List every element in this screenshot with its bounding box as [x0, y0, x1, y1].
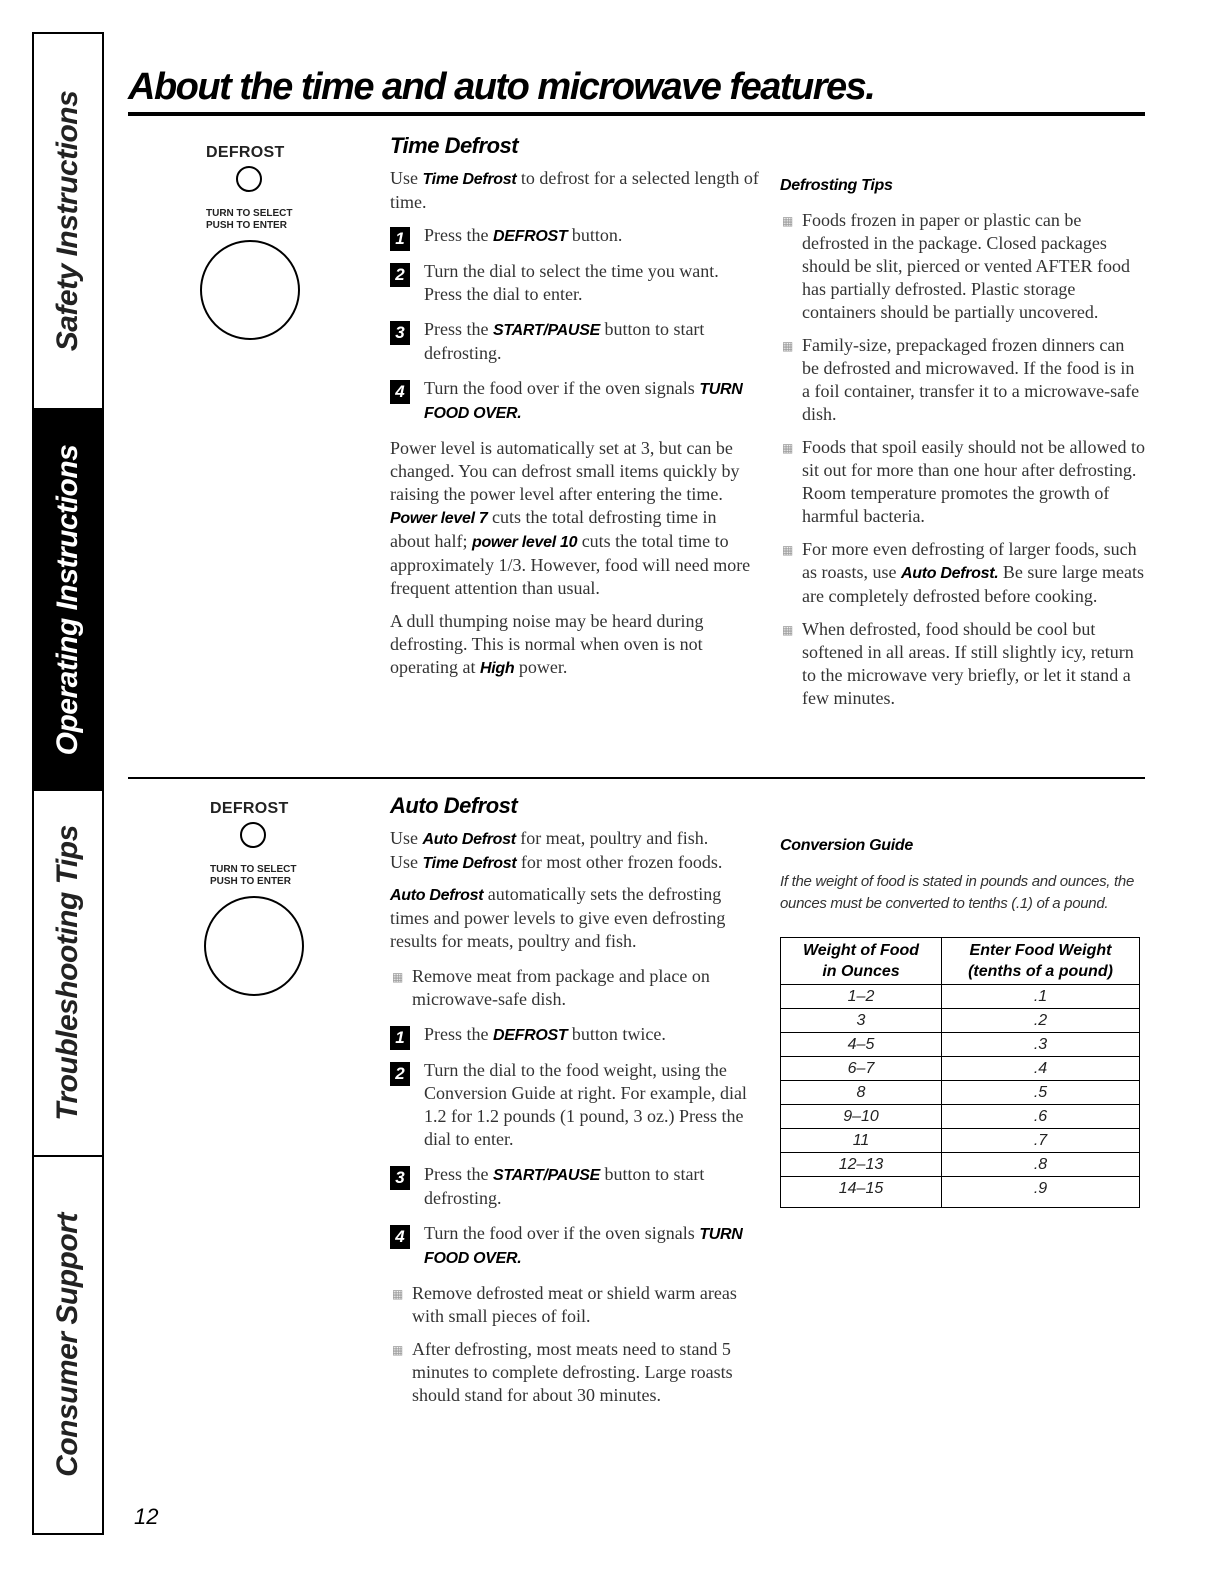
header-line: Enter Food Weight: [969, 942, 1112, 959]
keyword: Time Defrost: [422, 171, 517, 188]
table-cell-tenths: .2: [942, 1009, 1140, 1033]
dial-caption: [210, 864, 350, 888]
bullet-icon: ▦: [392, 970, 404, 984]
sidebar-tab-consumer-support[interactable]: [34, 1157, 102, 1533]
header-line: in Ounces: [822, 963, 900, 980]
text: Press the: [424, 319, 493, 339]
sidebar-tab-operating[interactable]: [34, 410, 102, 791]
table-cell-ounces: 8: [781, 1081, 942, 1105]
auto-defrost-section: [390, 794, 760, 1417]
table-cell-tenths: .7: [942, 1129, 1140, 1153]
step-number-icon: 1: [390, 1026, 410, 1050]
table-cell-tenths: .4: [942, 1057, 1140, 1081]
conversion-guide-note: If the weight of food is stated in pounds and ounces, the ounces must be converted to tenths (.1) of a pound.: [780, 873, 1134, 912]
keyword: High: [479, 660, 515, 677]
title-rule: [128, 112, 1145, 116]
keyword: DEFROST: [493, 1027, 568, 1044]
step-number-icon: 4: [390, 380, 410, 404]
step-4: [390, 377, 760, 425]
text: Turn the dial to select the time you want. Press the dial to enter.: [424, 261, 719, 304]
keyword: Auto Defrost: [390, 887, 484, 904]
conversion-table: [780, 937, 1140, 1208]
table-row: [781, 1177, 1140, 1208]
text: Press the: [424, 225, 493, 245]
table-cell-ounces: 4–5: [781, 1033, 942, 1057]
text: Use: [390, 828, 423, 848]
text: to defrost for a selected length of time.: [390, 168, 759, 212]
tip-item: [780, 209, 1145, 324]
step-1: [390, 224, 760, 248]
tip-item: [780, 618, 1145, 710]
control-diagram-top: [206, 144, 346, 340]
text: Power level is automatically set at 3, but can be changed. You can defrost small items quickly by raising the power level after entering the time.: [390, 438, 740, 504]
tip-item: [780, 436, 1145, 528]
auto-defrost-intro: [390, 827, 760, 875]
text: automatically sets the defrosting times and power levels to give even defrosting results for meats, poultry and fish.: [390, 884, 726, 951]
step-number-icon: 4: [390, 1225, 410, 1249]
bullet-icon: ▦: [782, 623, 794, 637]
step-number-icon: 3: [390, 1166, 410, 1190]
defrost-button-label: DEFROST: [206, 144, 285, 161]
table-cell-tenths: .5: [942, 1081, 1140, 1105]
keyword: START/PAUSE: [493, 1167, 600, 1184]
text: Press the: [424, 1024, 493, 1044]
step-2: [390, 260, 760, 306]
auto-defrost-heading: Auto Defrost: [390, 793, 518, 818]
text: button to start defrosting.: [424, 319, 705, 363]
table-cell-ounces: 9–10: [781, 1105, 942, 1129]
text: button twice.: [567, 1024, 666, 1044]
column-header-ounces: [781, 938, 942, 985]
text: Remove defrosted meat or shield warm areas with small pieces of foil.: [412, 1283, 737, 1326]
step-1: [390, 1023, 760, 1047]
dial-caption: [206, 208, 346, 232]
table-cell-tenths: .1: [942, 985, 1140, 1009]
keyword: TURN FOOD OVER.: [424, 381, 743, 422]
defrost-button-icon: [236, 166, 262, 192]
keyword: power level 10: [471, 534, 578, 551]
text: For more even defrosting of larger foods, such as roasts, use: [802, 539, 1137, 582]
section-divider: [128, 777, 1145, 779]
conversion-guide-heading: Conversion Guide: [780, 837, 913, 854]
page-number: 12: [134, 1504, 159, 1529]
sidebar-tab-safety[interactable]: [34, 34, 102, 410]
bullet-icon: ▦: [782, 339, 794, 353]
keyword: Power level 7: [390, 510, 488, 527]
defrost-button-label: DEFROST: [210, 800, 289, 817]
sidebar-tab-troubleshooting[interactable]: [34, 791, 102, 1157]
step-number-icon: 3: [390, 321, 410, 345]
table-cell-ounces: 1–2: [781, 985, 942, 1009]
text: Use: [390, 168, 423, 188]
table-cell-tenths: .3: [942, 1033, 1140, 1057]
time-defrost-section: [390, 134, 760, 690]
step-3: [390, 318, 760, 365]
text: When defrosted, food should be cool but softened in all areas. If still slightly icy, return to the microwave very briefly, or let it stand a few minutes.: [802, 619, 1134, 708]
table-row: [781, 1081, 1140, 1105]
table-cell-ounces: 3: [781, 1009, 942, 1033]
sidebar-nav: [32, 32, 104, 1535]
sidebar-tab-label: Troubleshooting Tips: [51, 825, 84, 1121]
table-row: [781, 1009, 1140, 1033]
text: Foods that spoil easily should not be allowed to sit out for more than one hour after defrosting. Room temperature promotes the growth of harmful bacteria.: [802, 437, 1145, 526]
tip-item: [780, 538, 1145, 608]
text: power.: [514, 657, 568, 677]
noise-paragraph: [390, 610, 760, 680]
keyword: START/PAUSE: [493, 322, 600, 339]
step-number-icon: 1: [390, 227, 410, 251]
page-title: About the time and auto microwave features.: [128, 66, 875, 108]
table-cell-ounces: 11: [781, 1129, 942, 1153]
text: cuts the total defrosting time in about half;: [390, 507, 717, 551]
table-cell-ounces: 14–15: [781, 1177, 942, 1208]
column-header-tenths: [942, 938, 1140, 985]
auto-defrost-description: [390, 883, 760, 953]
instruction-bullet: [390, 965, 760, 1011]
keyword: TURN FOOD OVER.: [424, 1226, 743, 1267]
conversion-guide-section: [780, 834, 1145, 1208]
keyword: DEFROST: [493, 228, 568, 245]
dial-icon: [200, 240, 300, 340]
step-4: [390, 1222, 760, 1270]
step-number-icon: 2: [390, 263, 410, 287]
control-diagram-bottom: [210, 800, 350, 996]
text: Foods frozen in paper or plastic can be defrosted in the package. Closed packages should be slit, pierced or vented AFTER food has partially defrosted. Plastic storage containers should be partially uncovered.: [802, 210, 1130, 322]
instruction-bullet: [390, 1338, 760, 1407]
text: Press the: [424, 1164, 493, 1184]
power-level-paragraph: [390, 437, 760, 600]
text: Turn the food over if the oven signals: [424, 1223, 700, 1243]
defrosting-tips-section: [780, 174, 1145, 720]
defrosting-tips-heading: Defrosting Tips: [780, 177, 893, 194]
text: for meat, poultry and fish.: [515, 828, 709, 848]
table-cell-tenths: .9: [942, 1177, 1140, 1208]
text: Remove meat from package and place on microwave-safe dish.: [412, 966, 710, 1009]
sidebar-tab-label: Safety Instructions: [51, 90, 84, 352]
bullet-icon: ▦: [392, 1287, 404, 1301]
time-defrost-intro: [390, 167, 760, 214]
step-number-icon: 2: [390, 1062, 410, 1086]
defrost-button-icon: [240, 822, 266, 848]
table-row: [781, 1129, 1140, 1153]
tip-item: [780, 334, 1145, 426]
dial-caption-line2: PUSH TO ENTER: [206, 220, 287, 231]
dial-icon: [204, 896, 304, 996]
instruction-bullet: [390, 1282, 760, 1328]
text: button to start defrosting.: [424, 1164, 705, 1208]
text: for most other frozen foods.: [516, 852, 723, 872]
text: button.: [567, 225, 623, 245]
table-row: [781, 985, 1140, 1009]
text: Use: [390, 852, 423, 872]
table-cell-tenths: .8: [942, 1153, 1140, 1177]
text: Be sure large meats are completely defrosted before cooking.: [802, 562, 1145, 606]
table-row: [781, 1153, 1140, 1177]
time-defrost-heading: Time Defrost: [390, 133, 519, 158]
keyword: Time Defrost: [422, 855, 517, 872]
sidebar-tab-label: Operating Instructions: [51, 444, 84, 755]
table-cell-ounces: 12–13: [781, 1153, 942, 1177]
text: After defrosting, most meats need to stand 5 minutes to complete defrosting. Large roasts should stand for about 30 minutes.: [412, 1339, 733, 1405]
text: Turn the dial to the food weight, using the Conversion Guide at right. For example, dial 1.2 for 1.2 pounds (1 pound, 3 oz.) Press the dial to enter.: [424, 1060, 747, 1149]
header-line: Weight of Food: [802, 942, 920, 959]
bullet-icon: ▦: [782, 441, 794, 455]
dial-caption-line1: TURN TO SELECT: [210, 864, 297, 875]
step-3: [390, 1163, 760, 1210]
bullet-icon: ▦: [782, 214, 794, 228]
table-row: [781, 1033, 1140, 1057]
bullet-icon: ▦: [782, 543, 794, 557]
table-cell-tenths: .6: [942, 1105, 1140, 1129]
dial-caption-line2: PUSH TO ENTER: [210, 876, 291, 887]
sidebar-tab-label: Consumer Support: [51, 1213, 84, 1477]
step-2: [390, 1059, 760, 1151]
dial-caption-line1: TURN TO SELECT: [206, 208, 293, 219]
text: A dull thumping noise may be heard during defrosting. This is normal when oven is not operating at: [390, 611, 704, 677]
text: cuts the total time to approximately 1/3. However, food will need more frequent attention than usual.: [390, 531, 751, 598]
bullet-icon: ▦: [392, 1343, 404, 1357]
header-line: (tenths of a pound): [968, 963, 1113, 980]
text: Family-size, prepackaged frozen dinners can be defrosted and microwaved. If the food is in a foil container, transfer it to a microwave-safe dish.: [802, 335, 1140, 424]
keyword: Auto Defrost.: [900, 565, 999, 582]
table-row: [781, 1057, 1140, 1081]
text: Turn the food over if the oven signals: [424, 378, 700, 398]
keyword: Auto Defrost: [422, 831, 516, 848]
table-cell-ounces: 6–7: [781, 1057, 942, 1081]
table-row: [781, 1105, 1140, 1129]
